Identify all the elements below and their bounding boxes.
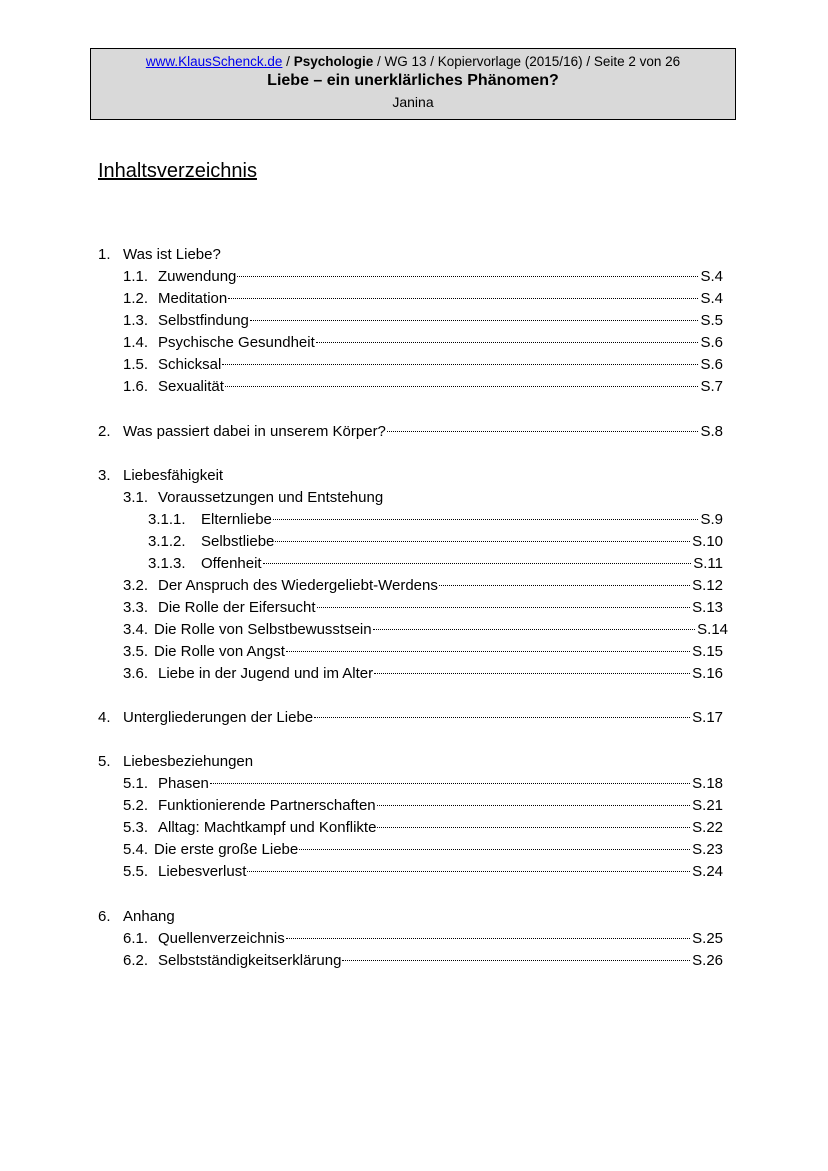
toc-label: Liebesfähigkeit xyxy=(123,467,224,484)
toc-label: Sexualität xyxy=(158,378,224,395)
toc-number: 5.2. xyxy=(123,797,149,814)
toc-entry xyxy=(123,310,723,332)
toc-heading xyxy=(98,465,223,487)
website-link[interactable]: www.KlausSchenck.de xyxy=(145,54,283,69)
dot-leader xyxy=(373,629,696,630)
toc-label: Die erste große Liebe xyxy=(154,841,299,858)
toc-label: Funktionierende Partnerschaften xyxy=(158,797,376,814)
toc-page: S.12 xyxy=(692,577,723,594)
toc-label: Voraussetzungen und Entstehung xyxy=(158,489,384,506)
toc-number: 2. xyxy=(98,423,111,440)
toc-entry xyxy=(123,641,723,663)
toc-number: 6.2. xyxy=(123,952,149,969)
dot-leader xyxy=(342,960,690,961)
toc-page: S.11 xyxy=(693,555,723,572)
dot-leader xyxy=(286,651,690,652)
toc-number: 3.3. xyxy=(123,599,149,616)
toc-entry xyxy=(148,553,723,575)
toc-page: S.25 xyxy=(692,930,723,947)
toc-entry xyxy=(123,376,723,398)
toc-label: Die Rolle von Angst xyxy=(154,643,285,660)
toc-label: Offenheit xyxy=(201,555,262,572)
toc-label: Untergliederungen der Liebe xyxy=(123,709,314,726)
toc-label: Alltag: Machtkampf und Konflikte xyxy=(158,819,377,836)
toc-label: Liebesbeziehungen xyxy=(123,753,254,770)
dot-leader xyxy=(299,849,690,850)
dot-leader xyxy=(377,827,690,828)
toc-label: Meditation xyxy=(158,290,228,307)
toc-page: S.6 xyxy=(700,356,723,373)
dot-leader xyxy=(228,298,698,299)
dot-leader xyxy=(286,938,690,939)
toc-entry xyxy=(123,619,728,641)
toc-page: S.4 xyxy=(700,268,723,285)
toc-number: 5.3. xyxy=(123,819,149,836)
dot-leader xyxy=(210,783,690,784)
toc-page: S.23 xyxy=(692,841,723,858)
toc-entry xyxy=(123,597,723,619)
toc-label: Selbstfindung xyxy=(158,312,249,329)
toc-number: 5.4. xyxy=(123,841,149,858)
toc-page: S.4 xyxy=(700,290,723,307)
dot-leader xyxy=(316,342,699,343)
toc-number: 6. xyxy=(98,908,111,925)
toc-page: S.10 xyxy=(692,533,723,550)
dot-leader xyxy=(237,276,698,277)
toc-label: Selbstständigkeitserklärung xyxy=(158,952,342,969)
toc-heading xyxy=(98,421,723,443)
toc-entry xyxy=(123,575,723,597)
toc-label: Die Rolle von Selbstbewusstsein xyxy=(154,621,372,638)
toc-label: Die Rolle der Eifersucht xyxy=(158,599,316,616)
toc-number: 1.5. xyxy=(123,356,149,373)
toc-entry xyxy=(148,531,723,553)
toc-page: S.14 xyxy=(697,621,728,638)
header-sep: / xyxy=(282,54,294,69)
toc-page: S.13 xyxy=(692,599,723,616)
dot-leader xyxy=(222,364,698,365)
toc-label: Was ist Liebe? xyxy=(123,246,221,263)
toc-page: S.5 xyxy=(700,312,723,329)
toc-label: Was passiert dabei in unserem Körper? xyxy=(123,423,386,440)
toc-page: S.15 xyxy=(692,643,723,660)
toc-page: S.8 xyxy=(700,423,723,440)
toc-entry xyxy=(123,663,723,685)
dot-leader xyxy=(439,585,690,586)
dot-leader xyxy=(314,717,690,718)
header-details: / WG 13 / Kopiervorlage (2015/16) / Seite 2 von 26 xyxy=(373,54,681,69)
toc-page: S.24 xyxy=(692,863,723,880)
toc-entry xyxy=(123,773,723,795)
dot-leader xyxy=(250,320,699,321)
toc-entry xyxy=(123,817,723,839)
toc-page: S.16 xyxy=(692,665,723,682)
toc-entry xyxy=(123,950,723,972)
toc-number: 5.1. xyxy=(123,775,149,792)
toc-entry xyxy=(123,928,723,950)
dot-leader xyxy=(377,805,691,806)
toc-label: Liebesverlust xyxy=(158,863,247,880)
toc-page: S.18 xyxy=(692,775,723,792)
dot-leader xyxy=(374,673,690,674)
toc-entry xyxy=(123,354,723,376)
dot-leader xyxy=(387,431,699,432)
toc-label: Quellenverzeichnis xyxy=(158,930,285,947)
toc-entry xyxy=(123,266,723,288)
toc-subheading xyxy=(123,487,383,509)
toc-label: Schicksal xyxy=(158,356,222,373)
toc-heading xyxy=(98,707,723,729)
toc-number: 3.6. xyxy=(123,665,149,682)
toc-number: 5. xyxy=(98,753,111,770)
toc-title: Inhaltsverzeichnis xyxy=(98,160,257,182)
toc-number: 1.4. xyxy=(123,334,149,351)
toc-page: S.22 xyxy=(692,819,723,836)
toc-page: S.21 xyxy=(692,797,723,814)
toc-heading xyxy=(98,751,253,773)
dot-leader xyxy=(273,519,699,520)
toc-label: Liebe in der Jugend und im Alter xyxy=(158,665,374,682)
toc-page: S.17 xyxy=(692,709,723,726)
toc-number: 3.1. xyxy=(123,489,149,506)
toc-number: 3.1.3. xyxy=(148,555,186,572)
document-header xyxy=(90,48,736,120)
toc-entry xyxy=(123,861,723,883)
toc-number: 3.1.1. xyxy=(148,511,186,528)
dot-leader xyxy=(247,871,690,872)
document-author: Janina xyxy=(392,94,434,110)
toc-number: 1.2. xyxy=(123,290,149,307)
toc-label: Zuwendung xyxy=(158,268,237,285)
dot-leader xyxy=(275,541,690,542)
toc-number: 4. xyxy=(98,709,111,726)
toc-number: 3.2. xyxy=(123,577,149,594)
dot-leader xyxy=(317,607,691,608)
toc-number: 6.1. xyxy=(123,930,149,947)
toc-label: Psychische Gesundheit xyxy=(158,334,315,351)
toc-entry xyxy=(123,795,723,817)
toc-label: Selbstliebe xyxy=(201,533,275,550)
toc-page: S.7 xyxy=(700,378,723,395)
toc-label: Anhang xyxy=(123,908,175,925)
toc-label: Der Anspruch des Wiedergeliebt-Werdens xyxy=(158,577,438,594)
dot-leader xyxy=(225,386,699,387)
toc-number: 5.5. xyxy=(123,863,149,880)
toc-label: Phasen xyxy=(158,775,209,792)
dot-leader xyxy=(263,563,692,564)
toc-page: S.6 xyxy=(700,334,723,351)
toc-heading xyxy=(98,906,175,928)
toc-page: S.26 xyxy=(692,952,723,969)
toc-number: 1.1. xyxy=(123,268,149,285)
toc-heading xyxy=(98,244,221,266)
toc-number: 1. xyxy=(98,246,111,263)
toc-number: 1.3. xyxy=(123,312,149,329)
toc-number: 3. xyxy=(98,467,111,484)
document-title: Liebe – ein unerklärliches Phänomen? xyxy=(267,72,559,89)
header-subject: Psychologie xyxy=(293,54,374,69)
toc-number: 1.6. xyxy=(123,378,149,395)
toc-number: 3.4. xyxy=(123,621,149,638)
toc-entry xyxy=(148,509,723,531)
toc-page: S.9 xyxy=(700,511,723,528)
header-info-line xyxy=(91,53,735,70)
toc-number: 3.1.2. xyxy=(148,533,186,550)
toc-entry xyxy=(123,288,723,310)
toc-entry xyxy=(123,839,723,861)
toc-label: Elternliebe xyxy=(201,511,272,528)
toc-number: 3.5. xyxy=(123,643,149,660)
toc-entry xyxy=(123,332,723,354)
